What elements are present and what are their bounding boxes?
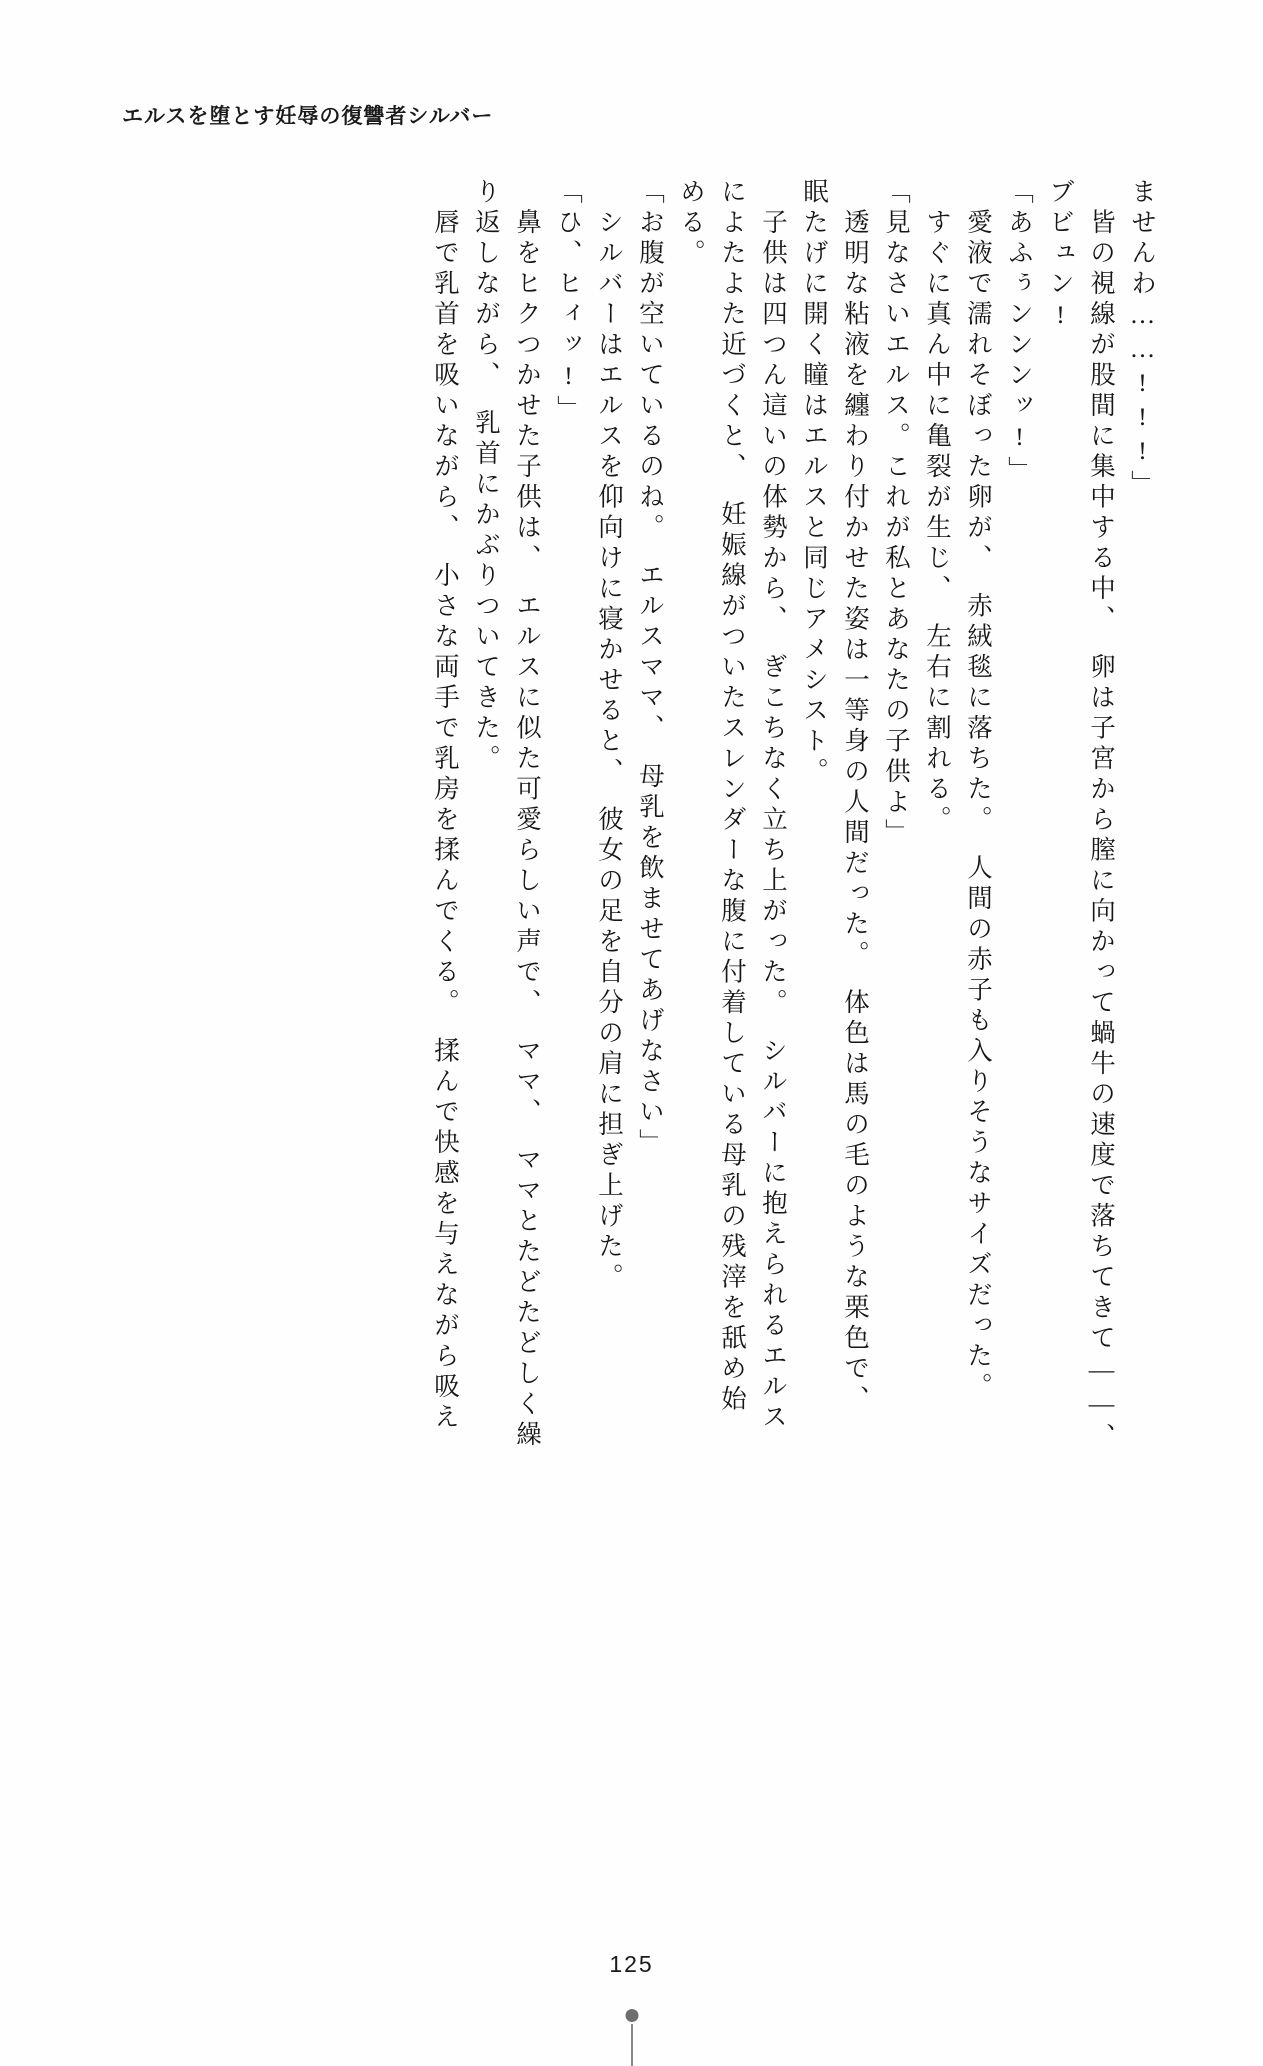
text-column: 鼻をヒクつかせた子供は、 エルスに似た可愛らしい声で、 ママ、 ママとたどたどしく繰 (513, 178, 542, 1452)
text-column: シルバーはエルスを仰向けに寝かせると、 彼女の足を自分の肩に担ぎ上げた。 (595, 178, 624, 1294)
text-column: める。 (677, 178, 706, 270)
text-column: 「あふぅンンンッ!」 (1005, 178, 1034, 487)
text-column: 透明な粘液を纏わり付かせた姿は一等身の人間だった。 体色は馬の毛のような栗色で、 (841, 178, 870, 1416)
text-column: 「見なさいエルス。これが私とあなたの子供よ」 (882, 178, 911, 849)
text-column: によたよた近づくと、 妊娠線がついたスレンダーな腹に付着している母乳の残滓を舐め始 (718, 178, 747, 1416)
running-header: エルスを堕とす妊辱の復讐者シルバー (122, 105, 494, 128)
page-number: 125 (609, 1951, 654, 1977)
text-column: 子供は四つん這いの体勢から、 ぎこちなく立ち上がった。 シルバーに抱えられるエルス (759, 178, 788, 1434)
text-column: 「お腹が空いているのね。 エルスママ、 母乳を飲ませてあげなさい」 (636, 178, 665, 1159)
text-column: 愛液で濡れそぼった卵が、 赤絨毯に落ちた。 人間の赤子も入りそうなサイズだった。 (964, 178, 993, 1403)
text-column: ブビュン! (1046, 178, 1075, 334)
text-column: 唇で乳首を吸いながら、 小さな両手で乳房を揉んでくる。 揉んで快感を与えながら吸え (431, 178, 460, 1434)
text-column: り返しながら、 乳首にかぶりついてきた。 (472, 178, 501, 776)
binding-line-mark (631, 2024, 633, 2066)
text-column: 眠たげに開く瞳はエルスと同じアメシスト。 (800, 178, 829, 788)
body-text-block (195, 178, 1157, 1454)
text-column: 「ひ、ヒィッ!」 (554, 178, 583, 426)
text-column: 皆の視線が股間に集中する中、 卵は子宮から膣に向かって蝸牛の速度で落ちてきて——、 (1087, 178, 1116, 1454)
text-column: ませんわ……!!!」 (1128, 178, 1157, 501)
binding-dot-mark (625, 2009, 638, 2022)
text-column: すぐに真ん中に亀裂が生じ、 左右に割れる。 (923, 178, 952, 837)
